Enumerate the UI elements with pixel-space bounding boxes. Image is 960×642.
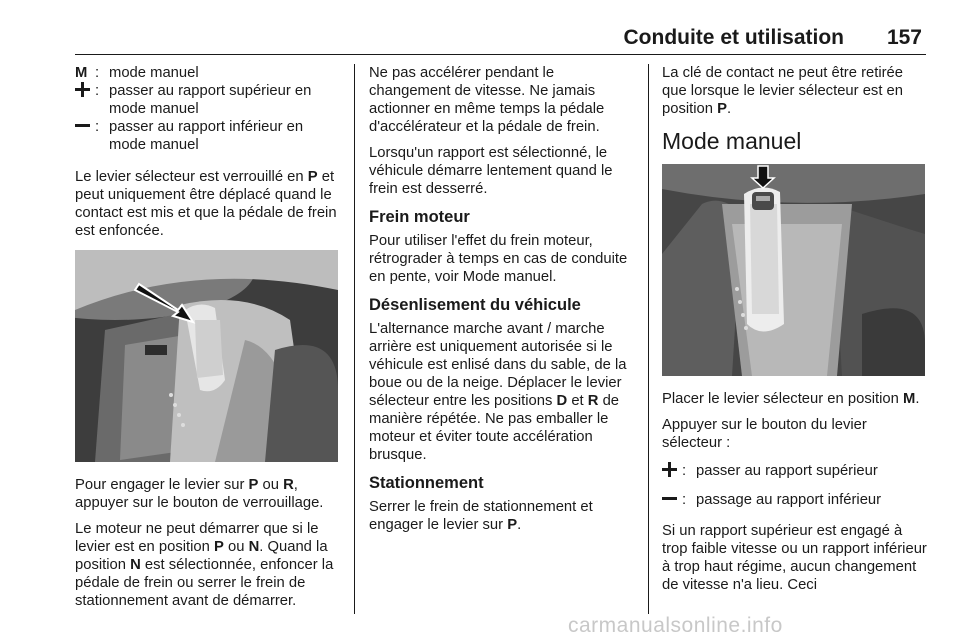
watermark: carmanualsonline.info bbox=[568, 614, 783, 637]
definition-text: passer au rapport inférieur en mode manuel bbox=[109, 119, 304, 153]
definition-text: passer au rapport supérieur en mode manuel bbox=[109, 83, 312, 117]
column-divider bbox=[648, 64, 649, 614]
paragraph: Ne pas accélérer pendant le changement de vitesse. Ne jamais actionner en même temps la pédale d'accélérateur et la pédale de frein. bbox=[369, 65, 605, 135]
definition-key: M bbox=[75, 65, 88, 81]
plus-icon bbox=[75, 82, 90, 97]
paragraph: Si un rapport supérieur est engagé à trop faible vitesse ou un rapport inférieur à trop haut régime, aucun changement de vitesse n'a lieu. Ceci bbox=[662, 523, 927, 593]
minus-icon bbox=[75, 118, 90, 133]
paragraph: Lorsqu'un rapport est sélectionné, le véhicule démarre lentement quand le frein est desserré. bbox=[369, 145, 613, 197]
plus-icon bbox=[662, 462, 677, 477]
paragraph: L'alternance marche avant / marche arrière est uniquement autorisée si le véhicule est enlisé dans du sable, de la boue ou de la neige. Déplacer le levier sélecteur entre les positions D et R de manière répétée. Ne pas emballer le moteur et éviter toute accélération brusque. bbox=[369, 321, 627, 463]
definition-text: mode manuel bbox=[109, 65, 199, 81]
paragraph: Placer le levier sélecteur en position M. bbox=[662, 391, 920, 407]
definition-text: passer au rapport supérieur bbox=[696, 463, 878, 479]
definition-row: : passer au rapport inférieur en mode manuel bbox=[75, 118, 341, 154]
definition-row: : passer au rapport supérieur en mode manuel bbox=[75, 82, 341, 118]
paragraph: Appuyer sur le bouton du levier sélecteur : bbox=[662, 417, 867, 451]
chapter-title: Conduite et utilisation bbox=[623, 26, 844, 49]
section-heading-desenlisement: Désenlisement du véhicule bbox=[369, 296, 581, 314]
paragraph: Serrer le frein de stationnement et engager le levier sur P. bbox=[369, 499, 593, 533]
gear-lever-lock-illustration bbox=[75, 250, 338, 462]
definition-row: : passer au rapport supérieur bbox=[662, 462, 928, 481]
column-3 bbox=[662, 64, 928, 602]
paragraph: Pour utiliser l'effet du frein moteur, rétrograder à temps en cas de conduite en pente, voir Mode manuel. bbox=[369, 233, 628, 285]
page-number: 157 bbox=[886, 26, 922, 49]
paragraph: La clé de contact ne peut être retirée que lorsque le levier sélecteur est en position P. bbox=[662, 65, 904, 117]
definition-row: M : mode manuel bbox=[75, 64, 341, 82]
column-1 bbox=[75, 64, 341, 618]
paragraph: Pour engager le levier sur P ou R, appuyer sur le bouton de verrouillage. bbox=[75, 477, 324, 511]
definition-text: passage au rapport inférieur bbox=[696, 492, 882, 508]
paragraph: Le levier sélecteur est verrouillé en P et peut uniquement être déplacé quand le contact est mis et que la pédale de frein est enfoncée. bbox=[75, 169, 337, 239]
page-header bbox=[75, 24, 926, 55]
section-heading-stationnement: Stationnement bbox=[369, 474, 484, 492]
minus-icon bbox=[662, 491, 677, 506]
definition-row: : passage au rapport inférieur bbox=[662, 491, 928, 510]
manual-mode-lever-illustration bbox=[662, 164, 925, 376]
section-heading-frein-moteur: Frein moteur bbox=[369, 208, 470, 226]
column-2 bbox=[369, 64, 635, 542]
section-heading-mode-manuel: Mode manuel bbox=[662, 128, 802, 154]
column-divider bbox=[354, 64, 355, 614]
paragraph: Le moteur ne peut démarrer que si le levier est en position P ou N. Quand la position N est sélectionnée, enfoncer la pédale de frein ou serrer le frein de stationnement avant de démarrer. bbox=[75, 521, 334, 609]
